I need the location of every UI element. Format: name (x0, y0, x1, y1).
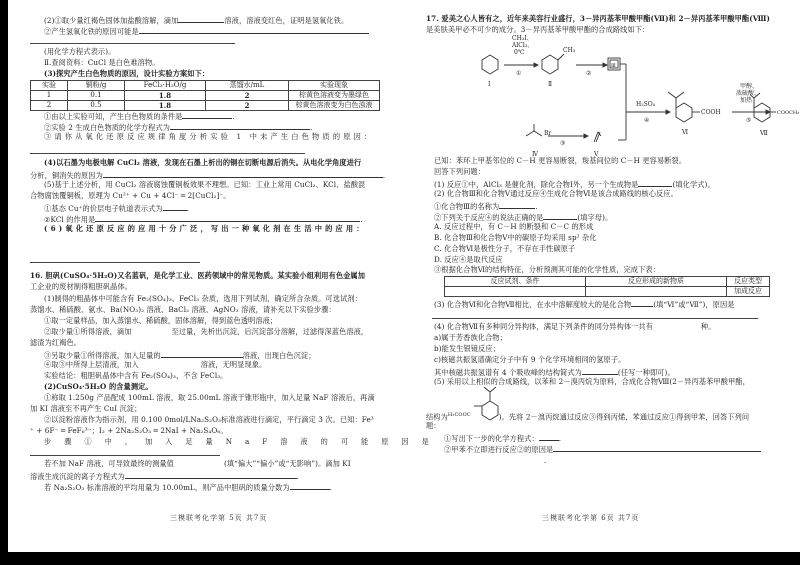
q17-2-1: ①化合物Ⅲ的名称为 . (434, 202, 538, 211)
svg-text:Ⅳ: Ⅳ (532, 151, 538, 157)
q17-5-2: ②甲苯不立即进行反应②的原因是 (444, 443, 761, 456)
option-d: D. 反应④是取代反应 (434, 255, 503, 264)
table-header-row: 实验 铜粉/g FeCl₃·H₂O/g 蒸馏水/mL 实验现象 (31, 81, 380, 91)
property-table (444, 276, 770, 297)
option-a: A. 反应过程中，有 C－H 的断裂和 C－C 的形成 (434, 222, 594, 231)
answer-cell[interactable] (445, 287, 586, 297)
svg-text:Ⅵ: Ⅵ (682, 129, 689, 136)
table-header-row: 反应试剂、条件 反应形成的新物质 反应类型 (445, 277, 770, 287)
q15-4b: 分析，铜消失的原因为 . (30, 171, 386, 180)
answer-blank[interactable] (139, 25, 369, 34)
svg-text:H₂SO₄: H₂SO₄ (636, 101, 656, 108)
answer-blank[interactable] (163, 202, 187, 211)
answer-line[interactable] (30, 455, 220, 456)
answer-blank[interactable] (290, 481, 330, 490)
q15-3-s2: ②实验 2 生成白色物质的化学方程式为 . (44, 123, 313, 132)
answer-blank[interactable] (638, 178, 672, 187)
table-row: 加成反应 (445, 287, 770, 297)
svg-text:浓硫酸、: 浓硫酸、 (736, 90, 761, 97)
svg-text:Ⅶ: Ⅶ (760, 130, 768, 137)
q17-known: 已知：苯环上甲基邻位的 C－H 更容易断裂，羧基间位的 C－H 更容易断裂。 (434, 156, 687, 165)
q16-m1b: 加 KI 溶液至不再产生 CuI 沉淀； (30, 404, 142, 413)
svg-text:AlCl₃、: AlCl₃、 (512, 42, 534, 49)
q16-step1: ①取一定量样品，加入蒸馏水、稀硫酸，固体溶解，得到蓝色透明溶液； (44, 316, 278, 325)
svg-text:COOH: COOH (701, 109, 721, 116)
svg-text:Br: Br (544, 130, 552, 137)
answer-blank[interactable] (553, 443, 761, 452)
answer-line[interactable] (432, 318, 758, 319)
page-footer: 三模联考化学第 5页 共7页 (170, 514, 268, 522)
q15-3-s3: ③请你从氧化还原反应规律角度分析实验 1 中未产生白色物质的原因： (44, 132, 375, 141)
q15-2-line3: (用化学方程式表示)。 (44, 47, 116, 56)
option-b: B. 化合物Ⅲ和化合物Ⅴ中的碳原子均采用 sp² 杂化 (434, 233, 597, 242)
q16-step3: ③另取少量①所得溶液，加入足量的 溶液，出现白色沉淀； (44, 351, 316, 360)
q17-5: (5) 采用以上相似的合成路线，以苯和 2－溴丙烷为原料，合成化合物Ⅷ(2－异丙基苯甲酸甲酯， (434, 377, 750, 386)
svg-text:①: ① (516, 70, 522, 77)
svg-text:COOCH₃: COOCH₃ (777, 110, 800, 116)
svg-text:②: ② (586, 70, 592, 77)
condition-a: a)属于芳香族化合物； (434, 333, 507, 342)
q16-m2a: ②以淀粉溶液作为指示剂，用 0.100 0mol/LNa₂S₂O₃标准溶液进行滴定，平行滴定 3 次。已知：Fe³ (44, 415, 374, 424)
stray-dot: . (544, 456, 547, 465)
q15-3-s1: ①由以上实验可知，产生白色物质的条件是 . (44, 112, 235, 121)
q16-m6: 若 Na₂S₂O₃ 标准溶液的平均用量为 10.00mL，则产品中胆矾的质量分数为 . (44, 483, 333, 492)
q17-2: (2) 化合物Ⅲ和化合物Ⅴ通过反应④生成化合物Ⅵ是该合成路线的核心反应。 (434, 189, 678, 198)
answer-line[interactable] (30, 262, 200, 263)
answer-blank[interactable] (95, 213, 360, 222)
answer-blank[interactable] (125, 470, 297, 479)
q17-1: (1) 反应①中，AlCl₃ 是催化剂，除化合物Ⅰ外，另一个生成物是 (填化学式)。 (434, 180, 715, 189)
q15-2-line1: (2)①取少量红褐色固体加盐酸溶解，滴加 溶液，溶液变红色，证明是氢氧化铁。 (44, 16, 349, 25)
answer-blank[interactable] (170, 121, 310, 130)
q16-1a: (1)制得的粗晶体中可能含有 Fe₂(SO₄)₃、FeCl₃ 杂质，选用下列试剂，确定所含杂质。可选试剂： (44, 294, 362, 303)
q16-m3: 步骤①中，加入足量NaF溶液的可能原因是 (44, 437, 442, 446)
table-row: 1 0.1 1.8 2 棕黄色溶液变为墨绿色 (31, 91, 380, 101)
option-c: C. 化合物Ⅵ是极性分子，不存在手性碳原子 (434, 244, 576, 253)
q17-intro1: 17. 爱美之心人皆有之，近年来美容行业盛行，3－异丙基苯甲酸甲酯(Ⅶ)和 2－异丙基苯甲酸甲酯(Ⅷ) (426, 14, 770, 23)
answer-blank[interactable] (539, 432, 559, 441)
answer-blank[interactable] (543, 211, 577, 220)
page-6 (408, 0, 800, 552)
svg-text:Ⅱ: Ⅱ (548, 81, 553, 88)
q16-m5: 溶液生成沉淀的离子方程式为 . (30, 472, 300, 481)
q17-5-tail: 题： (426, 421, 441, 430)
q16-m1a: ①称取 1.250g 产品配成 100mL 溶液，取 25.00mL 溶液于锥形瓶中，加入足量 NaF 溶液后，再滴 (44, 393, 375, 402)
svg-text:⑤: ⑤ (746, 117, 752, 124)
q15-5a: (5)基于上述分析，用 CuCl₂ 溶液腐蚀覆铜板效果不理想。已知：工业上常用 CuCl₂、KCl、盐酸混 (44, 180, 366, 189)
q17-answer-prompt: 回答下列问题： (434, 167, 486, 176)
svg-text:0℃: 0℃ (514, 49, 525, 56)
q16-step4: ④取③中所得上层清液，加入 溶液，无明显现象。 (44, 360, 267, 369)
q15-5b: 合物腐蚀覆铜板，原理为 Cu²⁺ + Cu + 4Cl⁻ ═ 2[CuCl₂]⁻。 (30, 191, 231, 200)
q17-5-structure: 结构为$^{H_3COOC}$ )。先将 2－溴丙烷通过反应③得到丙烯，苯通过反应①得到甲苯，回答下列问 (426, 412, 750, 422)
q15-4a: (4)以石墨为电极电解 CuCl₂ 溶液，发现在石墨上析出的铜在切断电源后消失。从电化学角度进行 (44, 158, 362, 167)
svg-text:Ⅴ: Ⅴ (594, 151, 599, 157)
q16-2: (2)CuSO₄·5H₂O 的含量测定。 (44, 382, 153, 391)
answer-blank[interactable] (631, 298, 653, 307)
experiment-table (30, 80, 380, 111)
svg-text:③: ③ (560, 140, 566, 147)
q17-5-1: ①写出下一步的化学方程式： . (444, 434, 562, 443)
svg-text:CH₃: CH₃ (563, 47, 576, 54)
q15-2-line2: ②产生氢氧化铁的原因可能是 (44, 25, 369, 38)
q16-1b: 蒸馏水、稀硫酸、氨水、Ba(NO₃)₂ 溶液、BaCl₂ 溶液、AgNO₃ 溶液，请补充以下实验步骤： (30, 305, 336, 314)
q16-m2b: ⁺ + 6F⁻ ═ FeF₆³⁻；I₂ + 2Na₂S₂O₃ ═ 2NaI + Na₂S₄O₆。 (30, 426, 228, 435)
table-row: 2 0.5 1.8 2 棕黄色溶液变为白色浊液 (31, 101, 380, 111)
q15-3-intro: (3)探究产生白色物质的原因，设计实验方案如下： (44, 69, 210, 78)
condition-c: c)核磁共振氢谱确定分子中有 9 个化学环境相同的氢原子。 (434, 355, 626, 364)
q15-5d: ②KCl 的作用是 . (44, 215, 363, 224)
benzene-ring-II (542, 55, 558, 74)
q15-2-line4: Ⅱ.查阅资料：CuCl 是白色难溶物。 (44, 58, 160, 67)
q15-6: (6)氧化还原反应的应用十分广泛，写出一种氧化剂在生活中的应用： (44, 224, 367, 233)
q17-4-structure: 其中核磁共振氢谱有 4 个吸收峰的结构简式为 (任写一种即可)。 (434, 368, 675, 377)
compound-VII-structure (750, 90, 800, 142)
exam-sheet (8, 0, 800, 552)
answer-blank[interactable] (161, 349, 243, 358)
svg-text:CH₃I、: CH₃I、 (512, 35, 533, 42)
q17-2-2: ②下列关于反应④的说法正确的是 (填字母)。 (434, 213, 613, 222)
q16-m4: 若不加 NaF 溶液，可导致最终的测量值 (填“偏大”“偏小”或“无影响”)。滴加 KI (44, 459, 351, 468)
q17-4: (4) 化合物Ⅶ有多种同分异构体，满足下列条件的同分异构体一共有 种。 (434, 322, 716, 331)
answer-blank[interactable] (178, 14, 224, 23)
svg-text:甲醇、: 甲醇、 (740, 83, 759, 90)
page-5 (8, 0, 442, 552)
q17-2-3: ③根据化合物Ⅵ的结构特征，分析预测其可能的化学性质，完成下表： (434, 265, 660, 274)
q16-conclusion: 实验结论：粗胆矾晶体中含有 Fe₂(SO₄)₃，不含 FeCl₃。 (44, 371, 228, 380)
page-footer: 三模联考化学第 6页 共7页 (542, 514, 640, 522)
benzene-ring-VI (676, 103, 692, 122)
q16-intro1: 16. 胆矾(CuSO₄·5H₂O)又名蓝矾，是化学工业、医药领域中的常见物质。某实验小组利用有色金属加 (30, 271, 366, 280)
svg-text:Ⅲ: Ⅲ (611, 63, 616, 69)
condition-b: b)能发生银镜反应； (434, 344, 500, 353)
answer-line[interactable] (30, 43, 235, 44)
q15-5c: ①基态 Cu⁺的价层电子轨道表示式为 . (44, 204, 190, 213)
answer-blank[interactable] (499, 200, 535, 209)
benzene-ring-I (482, 55, 498, 74)
q16-step2: ②取少量①所得溶液，滴加 至过量，先析出沉淀，后沉淀部分溶解，过滤得深蓝色溶液， (44, 327, 369, 336)
q17-3: (3) 化合物Ⅵ和化合物Ⅶ相比，在水中溶解度较大的是化合物 (填“Ⅵ”或“Ⅶ”)，原因是 (434, 300, 735, 309)
answer-blank[interactable] (582, 366, 618, 375)
synthesis-route-diagram (448, 32, 798, 157)
svg-text:④: ④ (644, 117, 650, 124)
answer-cell[interactable] (586, 287, 727, 297)
answer-line[interactable] (30, 153, 305, 154)
q17-intro2: 是美肤美甲必不可少的成分。3－异丙基苯甲酸甲酯的合成路线如下： (426, 25, 650, 34)
q16-step2c: 滤渣为红褐色。 (30, 338, 82, 347)
answer-blank[interactable] (103, 169, 383, 178)
svg-text:加热: 加热 (740, 97, 753, 104)
svg-text:Ⅰ: Ⅰ (488, 81, 491, 88)
answer-blank[interactable] (182, 110, 232, 119)
q16-intro2: 工企业的废材制得粗胆矾晶体。 (30, 282, 133, 291)
